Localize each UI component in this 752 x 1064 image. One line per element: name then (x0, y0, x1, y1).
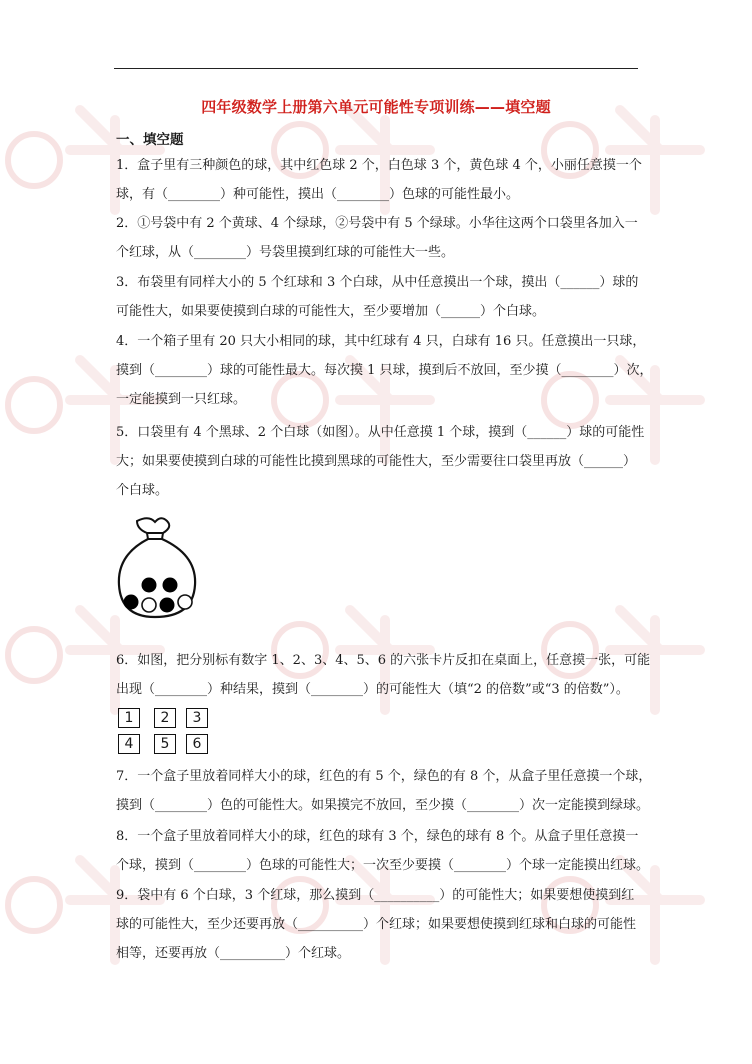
question-5 (116, 418, 645, 505)
question-line: 个白球。 (116, 483, 169, 498)
question-line: 球的可能性大，至少还要再放（__________）个红球；如果要想使摸到红球和白球的可能性 (116, 917, 637, 932)
page-title: 四年级数学上册第六单元可能性专项训练——填空题 (201, 98, 551, 116)
question-line: 个球，摸到（________）色球的可能性大；一次至少要摸（________）个球一定能摸出红球。 (116, 858, 650, 873)
question-2 (116, 209, 640, 267)
number-card: 3 (186, 708, 208, 728)
white-ball (142, 598, 156, 612)
question-line: 大；如果要使摸到白球的可能性比摸到黑球的可能性大，至少需要往口袋里再放（______） (116, 454, 637, 469)
question-line: 2．①号袋中有 2 个黄球、4 个绿球，②号袋中有 5 个绿球。小华往这两个口袋里各加入一 (116, 216, 638, 231)
header-rule (114, 68, 638, 69)
question-line: 4．一个箱子里有 20 只大小相同的球，其中红球有 4 只，白球有 16 只。任意摸出一只球， (116, 334, 646, 349)
question-line: 7．一个盒子里放着同样大小的球，红色的有 5 个，绿色的有 8 个，从盒子里任意摸一个球， (116, 769, 652, 784)
section-heading: 一、填空题 (116, 132, 184, 148)
number-card: 4 (118, 734, 140, 754)
number-card: 2 (154, 708, 176, 728)
question-line: 相等，还要再放（__________）个红球。 (116, 946, 351, 961)
question-line: 摸到（________）球的可能性最大。每次摸 1 只球，摸到后不放回，至少摸（________）次， (116, 363, 653, 378)
question-line: 个红球，从（________）号袋里摸到红球的可能性大一些。 (116, 245, 455, 260)
black-ball (124, 595, 139, 610)
number-card: 5 (154, 734, 176, 754)
question-7 (116, 762, 652, 820)
question-9 (116, 881, 640, 968)
number-card: 6 (186, 734, 208, 754)
ball-bag-illustration (115, 513, 225, 623)
question-line: 球，有（________）种可能性，摸出（________）色球的可能性最小。 (116, 187, 520, 202)
question-3 (116, 268, 640, 326)
black-ball (160, 598, 175, 613)
question-line: 6．如图，把分别标有数字 1、2、3、4、5、6 的六张卡片反扣在桌面上，任意摸一张，可能 (116, 653, 651, 668)
question-4 (116, 327, 653, 414)
white-ball (178, 595, 192, 609)
question-line: 9．袋中有 6 个白球，3 个红球，那么摸到（__________）的可能性大；如果要想使摸到红 (116, 888, 635, 903)
question-line: 可能性大，如果要使摸到白球的可能性大，至少要增加（______）个白球。 (116, 304, 546, 319)
question-line: 一定能摸到一只红球。 (116, 392, 247, 407)
question-8 (116, 822, 650, 880)
black-ball (163, 578, 178, 593)
question-1 (116, 151, 640, 209)
question-line: 3．布袋里有同样大小的 5 个红球和 3 个白球，从中任意摸出一个球，摸出（______）球的 (116, 275, 639, 290)
black-ball (142, 578, 157, 593)
question-line: 8．一个盒子里放着同样大小的球，红色的球有 3 个，绿色的球有 8 个。从盒子里任意摸一 (116, 829, 639, 844)
question-line: 摸到（________）色的可能性大。如果摸完不放回，至少摸（________）次一定能摸到绿球。 (116, 798, 650, 813)
question-6 (116, 646, 651, 704)
question-line: 5．口袋里有 4 个黑球、2 个白球（如图）。从中任意摸 1 个球，摸到（______）球的可能性 (116, 425, 645, 440)
question-line: 1．盒子里有三种颜色的球，其中红色球 2 个，白色球 3 个，黄色球 4 个，小丽任意摸一个 (116, 158, 642, 173)
number-card: 1 (118, 708, 140, 728)
question-line: 出现（________）种结果，摸到（________）的可能性大（填“2 的倍数”或“3 的倍数”）。 (116, 682, 629, 697)
